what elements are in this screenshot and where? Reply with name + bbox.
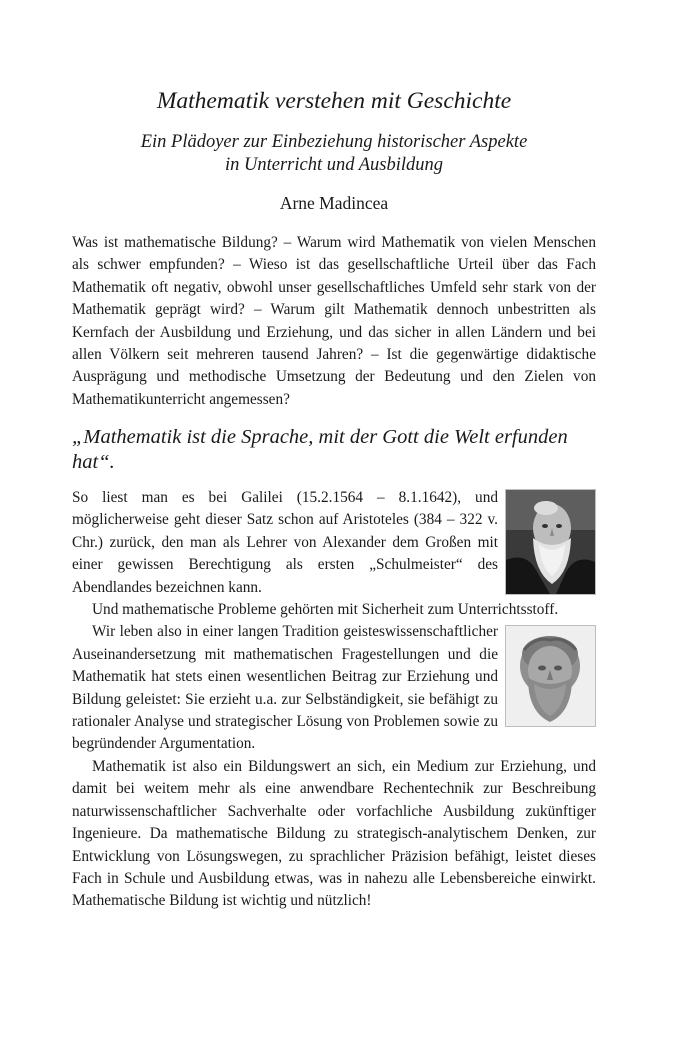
abstract-paragraph: Was ist mathematische Bildung? – Warum wird Mathematik von vielen Menschen als schwer empfunden? – Wieso ist das gesellschaftliche Urteil über das Fach Mathematik oft negativ, obwohl unser gesellschaftliches Umfeld sehr stark von der Mathematik geprägt wird? – Warum gilt Mathematik dennoch unbestritten als Kernfach der Ausbildung und Erziehung, und das sicher in allen Ländern und bei allen Völkern seit mehreren tausend Jahren? – Ist die gegenwärtige didaktische Ausprägung und methodische Umsetzung der Bedeutung und den Zielen von Mathematikunterricht angemessen? [72, 234, 596, 408]
body-text [72, 487, 596, 913]
portrait-galilei-icon [505, 489, 596, 595]
paragraph-3: Wir leben also in einer langen Tradition geisteswissenschaftlicher Auseinandersetzung mit mathematischen Fragestellungen und die Mathematik hat stets einen wesentlichen Beitrag zur Erziehung und Bildung geleistet: Sie erzieht u.a. zur Selbständigkeit, sie befähigt zu rationaler Analyse und strategischer Lösung von Problemen sowie zu begründender Argumentation. [72, 623, 498, 753]
paragraph-1: So liest man es bei Galilei (15.2.1564 – 8.1.1642), und möglicherweise geht dieser Satz schon auf Aristoteles (384 – 322 v. Chr.) zurück, den man als Lehrer von Alexander dem Großen mit einer gewissen Berechtigung als ersten „Schulmeister“ des Abendlandes bezeichnen kann. [72, 489, 498, 596]
bust-aristotle-icon [505, 625, 596, 727]
quote: „Mathematik ist die Sprache, mit der Gott die Welt erfunden hat“. [72, 426, 568, 473]
subtitle-line-1: Ein Plädoyer zur Einbeziehung historischer Aspekte [140, 132, 528, 152]
page-title: Mathematik verstehen mit Geschichte [156, 88, 512, 114]
author: Arne Madincea [279, 193, 389, 213]
subtitle-line-2: in Unterricht und Ausbildung [224, 155, 444, 175]
subtitle [72, 131, 596, 177]
paragraph-2: Und mathematische Probleme gehörten mit Sicherheit zum Unterrichtsstoff. [92, 601, 559, 619]
paragraph-4: Mathematik ist also ein Bildungswert an sich, ein Medium zur Erziehung, und damit bei weitem mehr als eine anwendbare Rechentechnik zur Beschreibung naturwissenschaftlicher Sachverhalte oder vorfachliche Ausbildung zukünftiger Ingenieure. Da mathematische Bildung zu strategisch-analytischem Denken, zur Entwicklung von Lösungswegen, zu sprachlicher Präzision befähigt, leistet dieses Fach in Schule und Ausbildung etwas, was in nahezu alle Lebensbereiche einwirkt. Mathematische Bildung ist wichtig und nützlich! [72, 757, 596, 910]
